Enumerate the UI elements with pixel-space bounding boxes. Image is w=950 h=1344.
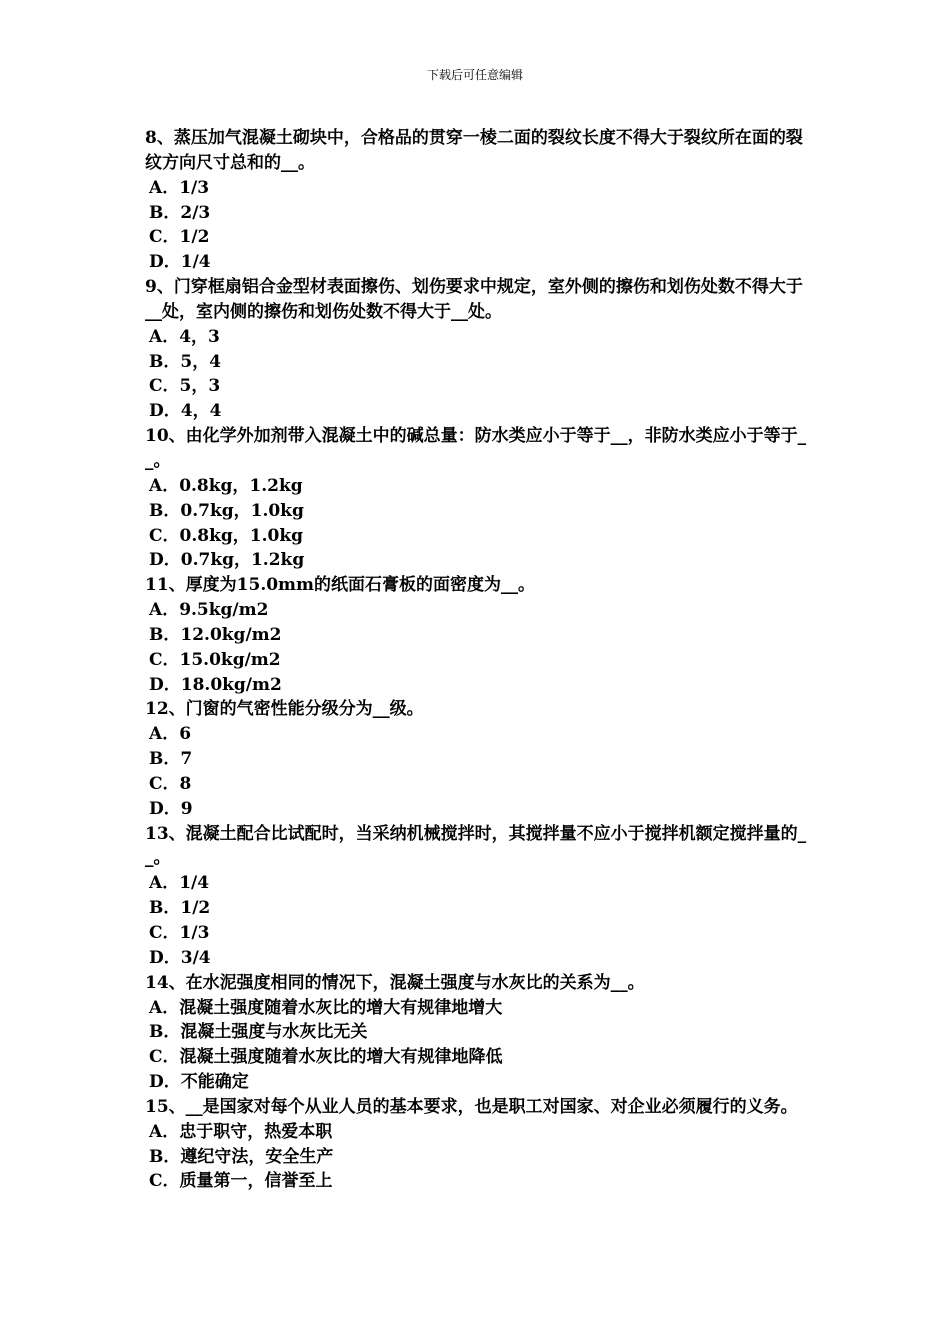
- option-b: B．0.7kg，1.0kg: [149, 500, 304, 521]
- option-d: D．0.7kg，1.2kg: [149, 550, 305, 571]
- question-stem: 8、蒸压加气混凝土砌块中，合格品的贯穿一棱二面的裂纹长度不得大于裂纹所在面的裂纹方向尺寸总和的__。: [145, 128, 803, 173]
- question-9: [145, 275, 810, 424]
- question-14: [145, 971, 810, 1095]
- option-b: B．2/3: [149, 202, 211, 223]
- option-b: B．12.0kg/m2: [149, 624, 282, 645]
- question-stem: 9、门穿框扇铝合金型材表面擦伤、划伤要求中规定，室外侧的擦伤和划伤处数不得大于__处，室内侧的擦伤和划伤处数不得大于__处。: [145, 277, 803, 322]
- question-stem: 14、在水泥强度相同的情况下，混凝土强度与水灰比的关系为__。: [145, 972, 645, 993]
- option-a: A．0.8kg，1.2kg: [149, 475, 303, 496]
- option-c: C．15.0kg/m2: [149, 649, 281, 670]
- question-11: [145, 573, 810, 697]
- option-c: C．质量第一，信誉至上: [149, 1171, 333, 1192]
- option-d: D．3/4: [149, 947, 211, 968]
- option-d: D．4，4: [149, 401, 222, 422]
- option-a: A．1/4: [149, 873, 210, 894]
- option-c: C．混凝土强度随着水灰比的增大有规律地降低: [149, 1047, 503, 1068]
- option-c: C．1/3: [149, 923, 210, 943]
- option-a: A．4，3: [149, 326, 220, 347]
- option-a: A．混凝土强度随着水灰比的增大有规律地增大: [149, 997, 503, 1018]
- question-list: [145, 126, 810, 1194]
- option-d: D．不能确定: [149, 1072, 249, 1093]
- question-stem: 13、混凝土配合比试配时，当采纳机械搅拌时，其搅拌量不应小于搅拌机额定搅拌量的__。: [145, 823, 807, 869]
- question-15: [145, 1095, 810, 1194]
- option-d: D．1/4: [149, 252, 211, 273]
- question-stem: 12、门窗的气密性能分级分为__级。: [145, 699, 424, 720]
- option-a: A．1/3: [149, 177, 210, 198]
- option-b: B．7: [149, 749, 193, 770]
- question-stem: 10、由化学外加剂带入混凝土中的碱总量：防水类应小于等于__，非防水类应小于等于__。: [145, 426, 807, 471]
- option-b: B．1/2: [149, 898, 211, 919]
- question-13: [145, 822, 810, 971]
- option-d: D．9: [149, 798, 193, 819]
- page-header: 下载后可任意编辑: [426, 68, 523, 82]
- question-12: [145, 697, 810, 821]
- option-c: C．1/2: [149, 227, 210, 248]
- option-c: C．0.8kg，1.0kg: [149, 525, 304, 546]
- option-d: D．18.0kg/m2: [149, 674, 282, 695]
- option-c: C．8: [149, 773, 192, 794]
- option-a: A．9.5kg/m2: [149, 600, 269, 621]
- option-b: B．遵纪守法，安全生产: [149, 1146, 334, 1167]
- question-stem: 15、__是国家对每个从业人员的基本要求，也是职工对国家、对企业必须履行的义务。: [145, 1096, 798, 1117]
- option-b: B．5，4: [149, 351, 222, 372]
- option-b: B．混凝土强度与水灰比无关: [149, 1022, 368, 1043]
- question-10: [145, 424, 810, 573]
- question-8: [145, 126, 810, 275]
- option-c: C．5，3: [149, 376, 221, 397]
- question-stem: 11、厚度为15.0mm的纸面石膏板的面密度为__。: [145, 575, 536, 596]
- option-a: A．6: [149, 724, 192, 745]
- option-a: A．忠于职守，热爱本职: [149, 1121, 333, 1142]
